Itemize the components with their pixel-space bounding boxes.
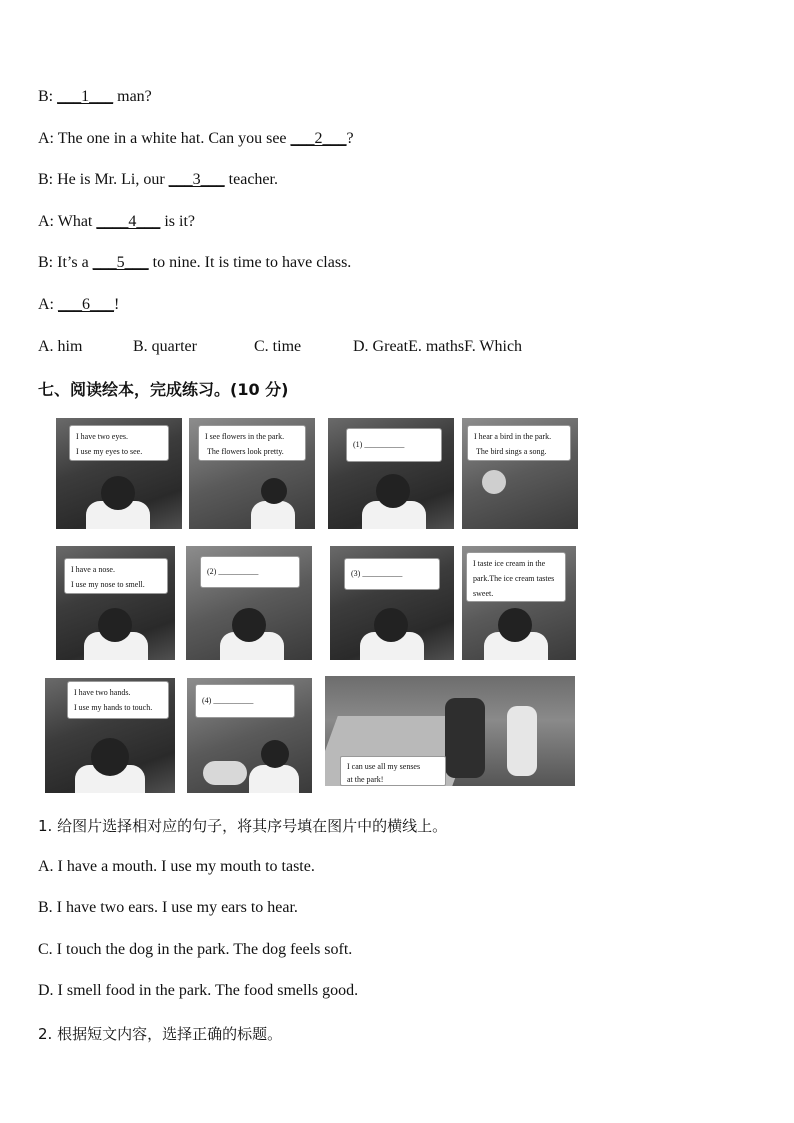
- caption-text: sweet.: [473, 589, 494, 598]
- girl-head: [98, 608, 132, 642]
- panel-nose: [56, 546, 175, 660]
- girl-figure: [251, 501, 295, 529]
- girl-head: [91, 738, 129, 776]
- dialogue-text: man?: [113, 88, 152, 105]
- choice-a: A. I have a mouth. I use my mouth to taste.: [38, 858, 315, 875]
- panel-blank-4: [187, 678, 312, 793]
- girl-head: [101, 476, 135, 510]
- caption-text: I have two hands.: [74, 688, 131, 697]
- girl-figure: [249, 765, 299, 793]
- caption-taste: [466, 552, 566, 602]
- caption-text: I see flowers in the park.: [205, 432, 285, 441]
- panel-bird: [462, 418, 578, 529]
- blank-6: ___6___: [58, 296, 114, 313]
- caption-text: I hear a bird in the park.: [474, 432, 552, 441]
- caption-blank-2: [200, 556, 300, 588]
- dog-figure: [203, 761, 247, 785]
- blank-1: ___1___: [57, 88, 114, 105]
- caption-blank-4: [195, 684, 295, 718]
- dialogue-text: is it?: [160, 213, 196, 230]
- blank-5: ___5___: [92, 254, 149, 271]
- answer-blank-1: (1) __________: [353, 440, 405, 449]
- panel-hands: [45, 678, 175, 793]
- dialogue-line-3: [38, 171, 278, 189]
- panel-blank-3: [330, 546, 454, 660]
- panel-flowers: [189, 418, 315, 529]
- answer-blank-4: (4) __________: [202, 696, 254, 705]
- blank-3: ___3___: [168, 171, 225, 188]
- question-1: 1. 给图片选择相对应的句子，将其序号填在图片中的横线上。: [38, 817, 448, 835]
- girl-figure: [507, 706, 537, 776]
- caption-blank-3: [344, 558, 440, 590]
- caption-text: I can use all my senses: [347, 762, 421, 771]
- caption-flowers: [198, 425, 306, 461]
- dialogue-line-6: [38, 296, 119, 314]
- caption-text: park.The ice cream tastes: [473, 574, 555, 583]
- dialogue-text: ?: [346, 130, 354, 147]
- option-a: A. him: [38, 338, 83, 355]
- dialogue-text: A: The one in a white hat. Can you see: [38, 130, 291, 147]
- option-b: B. quarter: [133, 338, 197, 355]
- dialogue-text: teacher.: [224, 171, 278, 188]
- dialogue-text: A:: [38, 296, 58, 313]
- dialogue-line-5: [38, 254, 351, 272]
- caption-text: I use my nose to smell.: [71, 580, 145, 589]
- girl-head: [376, 474, 410, 508]
- dialogue-line-4: [38, 213, 195, 231]
- option-d: D. GreatE. mathsF. Which: [353, 338, 523, 355]
- choice-d: D. I smell food in the park. The food smells good.: [38, 982, 359, 999]
- caption-text: I use my hands to touch.: [74, 703, 153, 712]
- choice-c: C. I touch the dog in the park. The dog feels soft.: [38, 941, 353, 958]
- caption-text: I taste ice cream in the: [473, 559, 546, 568]
- woman-figure: [445, 698, 485, 778]
- bird-feeder: [482, 470, 506, 494]
- dialogue-line-2: [38, 130, 354, 148]
- caption-bird: [467, 425, 571, 461]
- girl-head: [374, 608, 408, 642]
- panel-eyes: [56, 418, 182, 529]
- caption-text: I have two eyes.: [76, 432, 128, 441]
- options-row: [38, 338, 522, 356]
- blank-4: ____4___: [96, 213, 161, 230]
- option-c: C. time: [254, 338, 302, 355]
- panel-blank-1: [328, 418, 454, 529]
- caption-text: at the park!: [347, 775, 384, 784]
- panel-senses: [325, 676, 575, 786]
- caption-text: I use my eyes to see.: [76, 447, 143, 456]
- girl-head: [261, 740, 289, 768]
- dialogue-text: B: He is Mr. Li, our: [38, 171, 169, 188]
- caption-blank-1: [346, 428, 442, 462]
- caption-text: The bird sings a song.: [476, 447, 547, 456]
- section-heading: 七、阅读绘本，完成练习。(10 分): [38, 380, 289, 399]
- caption-senses: [340, 756, 446, 786]
- dialogue-text: to nine. It is time to have class.: [148, 254, 352, 271]
- girl-head: [261, 478, 287, 504]
- dialogue-line-1: [38, 88, 152, 106]
- caption-eyes: [69, 425, 169, 461]
- girl-head: [498, 608, 532, 642]
- dialogue-text: !: [114, 296, 120, 313]
- answer-blank-3: (3) __________: [351, 569, 403, 578]
- girl-head: [232, 608, 266, 642]
- choice-b: B. I have two ears. I use my ears to hear.: [38, 899, 298, 916]
- panel-taste: [462, 546, 576, 660]
- dialogue-text: B: It’s a: [38, 254, 93, 271]
- caption-text: The flowers look pretty.: [207, 447, 284, 456]
- answer-blank-2: (2) __________: [207, 567, 259, 576]
- dialogue-text: A: What: [38, 213, 97, 230]
- caption-text: I have a nose.: [71, 565, 115, 574]
- blank-2: ___2___: [290, 130, 347, 147]
- caption-hands: [67, 681, 169, 719]
- dialogue-text: B:: [38, 88, 58, 105]
- caption-nose: [64, 558, 168, 594]
- question-2: 2. 根据短文内容，选择正确的标题。: [38, 1025, 283, 1043]
- panel-blank-2: [186, 546, 312, 660]
